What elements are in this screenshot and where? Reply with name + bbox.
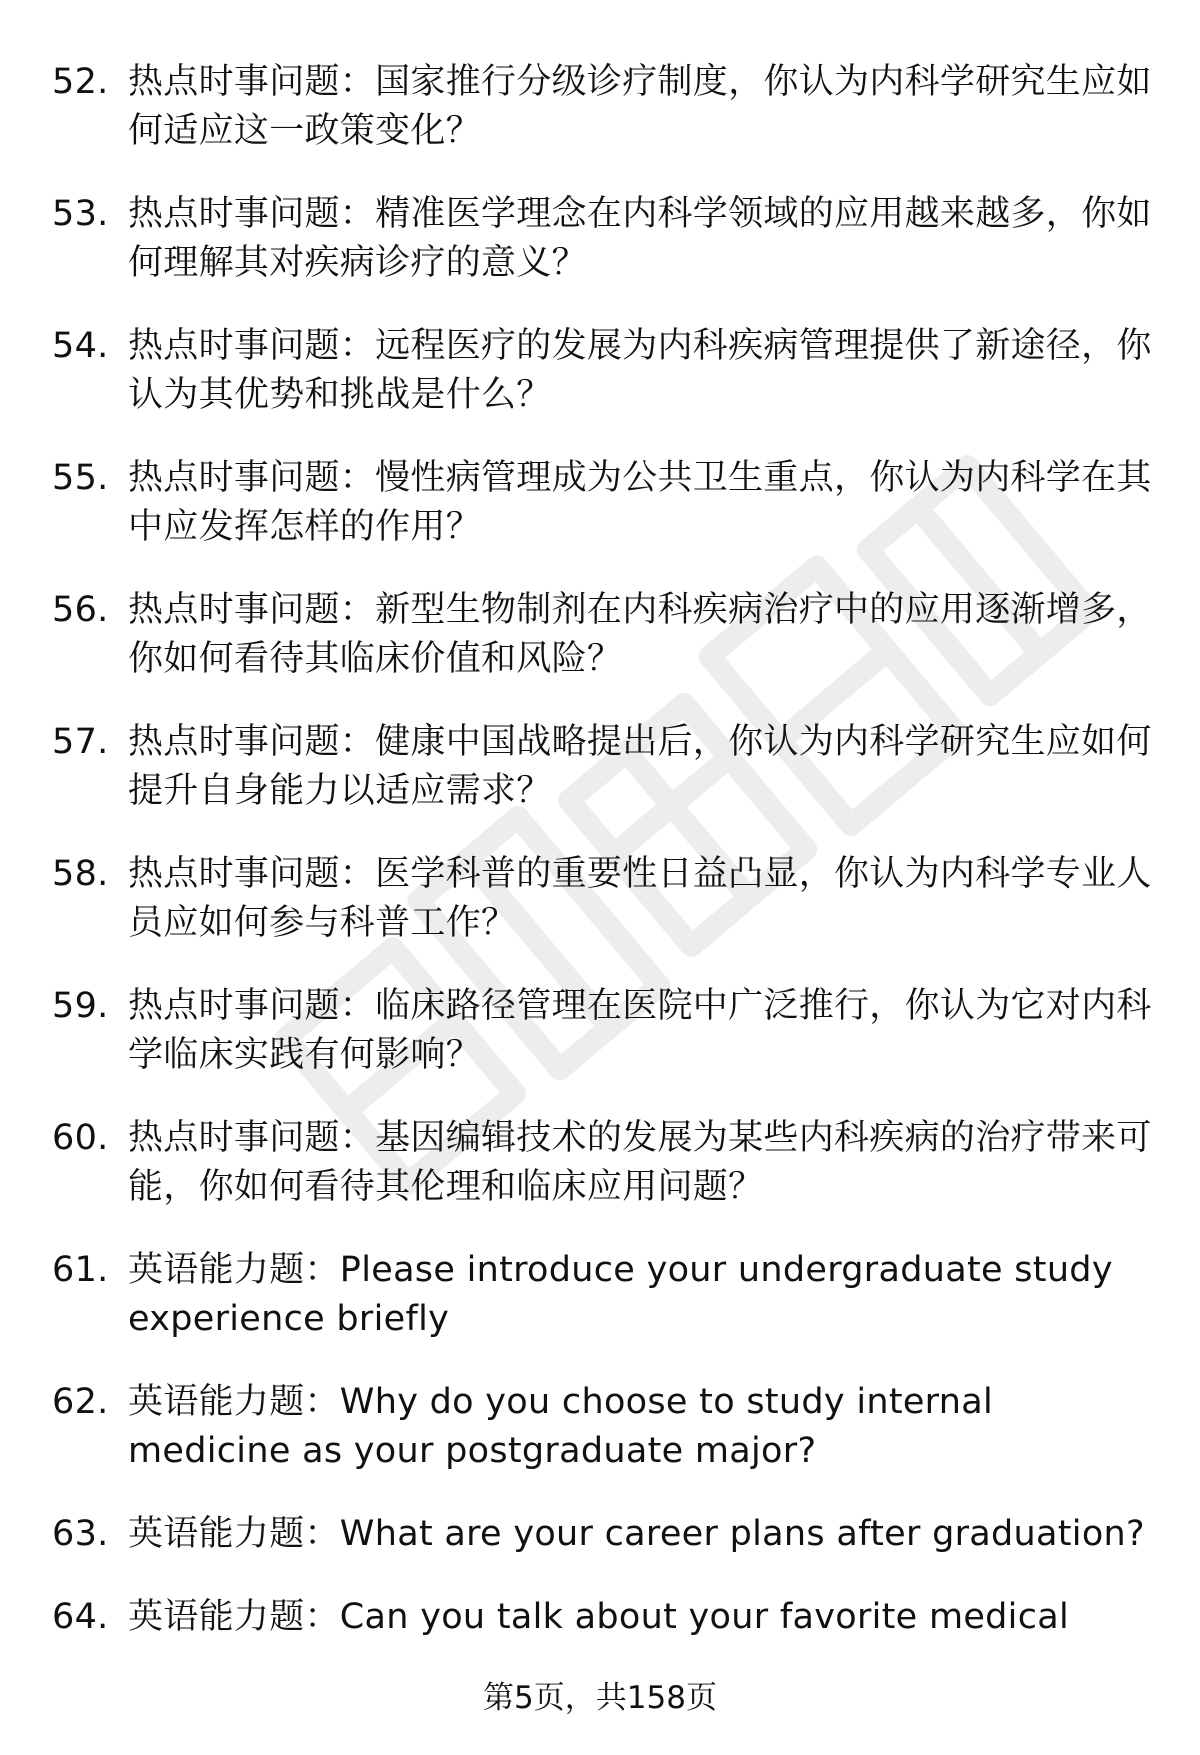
question-number: 55. xyxy=(52,458,109,498)
question-text: 英语能力题：Can you talk about your favorite medical xyxy=(128,1597,1070,1637)
question-number: 63. xyxy=(52,1514,109,1554)
question-text: 热点时事问题：国家推行分级诊疗制度，你认为内科学研究生应如何适应这一政策变化？ xyxy=(128,62,1152,151)
question-number: 52. xyxy=(52,62,109,102)
question-text: 热点时事问题：精准医学理念在内科学领域的应用越来越多，你如何理解其对疾病诊疗的意义？ xyxy=(128,194,1152,283)
question-number: 64. xyxy=(52,1597,109,1637)
question-text: 英语能力题：What are your career plans after graduation? xyxy=(128,1514,1145,1554)
question-item xyxy=(52,454,1152,552)
question-item xyxy=(52,322,1152,420)
page-number-label: 第5页，共158页 xyxy=(483,1680,717,1716)
question-number: 60. xyxy=(52,1118,109,1158)
question-text: 热点时事问题：医学科普的重要性日益凸显，你认为内科学专业人员应如何参与科普工作？ xyxy=(128,854,1152,943)
question-item xyxy=(52,850,1152,948)
question-item xyxy=(52,1593,1152,1642)
question-item xyxy=(52,1114,1152,1212)
question-item xyxy=(52,718,1152,816)
question-text: 热点时事问题：新型生物制剂在内科疾病治疗中的应用逐渐增多，你如何看待其临床价值和风险？ xyxy=(128,590,1152,679)
question-item xyxy=(52,1246,1152,1344)
question-list xyxy=(52,58,1152,1676)
question-text: 热点时事问题：慢性病管理成为公共卫生重点，你认为内科学在其中应发挥怎样的作用？ xyxy=(128,458,1152,547)
question-number: 62. xyxy=(52,1382,109,1422)
question-text: 英语能力题：Why do you choose to study internal medicine as your postgraduate major? xyxy=(128,1382,994,1471)
question-number: 54. xyxy=(52,326,109,366)
page-footer xyxy=(0,1672,1200,1717)
question-number: 59. xyxy=(52,986,109,1026)
question-number: 58. xyxy=(52,854,109,894)
question-text: 热点时事问题：临床路径管理在医院中广泛推行，你认为它对内科学临床实践有何影响？ xyxy=(128,986,1152,1075)
question-item xyxy=(52,982,1152,1080)
question-item xyxy=(52,58,1152,156)
question-item xyxy=(52,190,1152,288)
question-text: 热点时事问题：基因编辑技术的发展为某些内科疾病的治疗带来可能，你如何看待其伦理和临床应用问题？ xyxy=(128,1118,1152,1207)
question-number: 57. xyxy=(52,722,109,762)
question-item xyxy=(52,586,1152,684)
question-number: 53. xyxy=(52,194,109,234)
question-number: 61. xyxy=(52,1250,109,1290)
question-text: 热点时事问题：远程医疗的发展为内科疾病管理提供了新途径，你认为其优势和挑战是什么？ xyxy=(128,326,1152,415)
question-item xyxy=(52,1510,1152,1559)
question-text: 热点时事问题：健康中国战略提出后，你认为内科学研究生应如何提升自身能力以适应需求？ xyxy=(128,722,1152,811)
question-item xyxy=(52,1378,1152,1476)
question-text: 英语能力题：Please introduce your undergraduate study experience briefly xyxy=(128,1250,1113,1339)
question-number: 56. xyxy=(52,590,109,630)
